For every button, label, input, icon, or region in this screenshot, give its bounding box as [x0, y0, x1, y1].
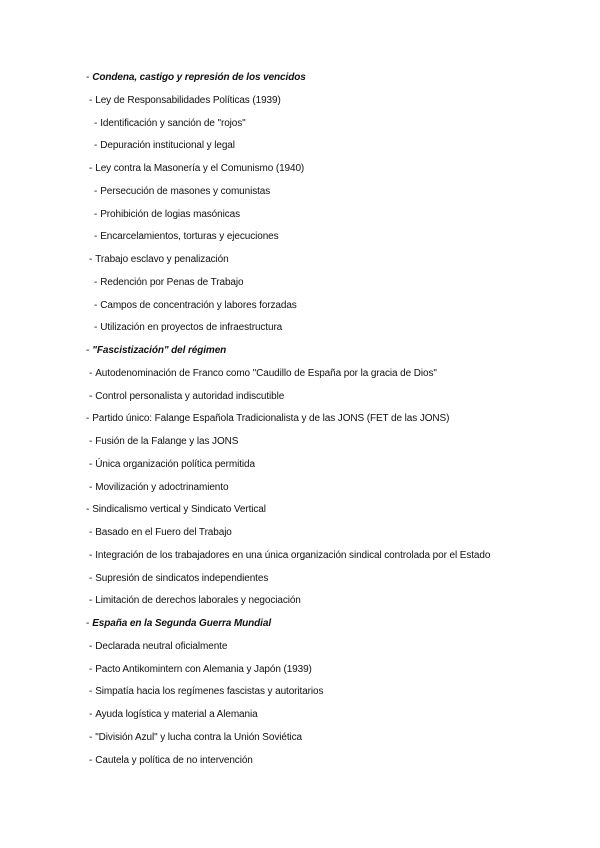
- bullet-dash: -: [94, 140, 98, 152]
- bullet-dash: -: [89, 436, 93, 447]
- list-item: [86, 727, 576, 750]
- bullet-dash: -: [89, 572, 93, 584]
- bullet-dash: -: [89, 640, 93, 652]
- item-text: Fusión de la Falange y las JONS: [95, 436, 239, 447]
- list-item: [86, 454, 576, 477]
- list-item: [86, 636, 576, 659]
- bullet-dash: -: [89, 731, 93, 743]
- item-text: Prohibición de logias masónicas: [100, 208, 240, 220]
- list-item: [86, 545, 576, 568]
- item-text: Autodenominación de Franco como "Caudillo de España por la gracia de Dios": [95, 367, 437, 379]
- bullet-dash: -: [86, 72, 90, 83]
- bullet-dash: -: [94, 117, 98, 129]
- bullet-dash: -: [89, 367, 93, 379]
- item-text: "Fascistización" del régimen: [92, 345, 227, 356]
- list-item: [86, 204, 576, 227]
- item-text: "División Azul" y lucha contra la Unión Soviética: [95, 731, 302, 743]
- bullet-dash: -: [94, 299, 98, 311]
- item-text: Declarada neutral oficialmente: [95, 640, 228, 652]
- list-item: [86, 363, 576, 386]
- bullet-dash: -: [94, 208, 98, 220]
- list-item: [86, 568, 576, 591]
- section-heading: [86, 613, 576, 636]
- list-item: [86, 226, 576, 249]
- bullet-dash: -: [94, 231, 98, 243]
- item-text: Supresión de sindicatos independientes: [95, 572, 269, 584]
- item-text: Utilización en proyectos de infraestructura: [100, 322, 283, 334]
- outline-list: [86, 67, 576, 772]
- list-item: [86, 249, 576, 272]
- bullet-dash: -: [89, 527, 93, 538]
- bullet-dash: -: [94, 185, 98, 197]
- bullet-dash: -: [89, 663, 93, 675]
- list-item: [86, 681, 576, 704]
- bullet-dash: -: [89, 458, 93, 470]
- list-item: [86, 522, 576, 545]
- item-text: Sindicalismo vertical y Sindicato Vertical: [92, 504, 266, 516]
- item-text: Limitación de derechos laborales y negociación: [95, 595, 301, 607]
- item-text: Campos de concentración y labores forzadas: [100, 299, 297, 311]
- item-text: España en la Segunda Guerra Mundial: [92, 618, 272, 629]
- list-item: [86, 135, 576, 158]
- item-text: Persecución de masones y comunistas: [100, 185, 271, 197]
- list-item: [86, 408, 576, 431]
- list-item: [86, 750, 576, 773]
- item-text: Identificación y sanción de "rojos": [100, 117, 246, 129]
- item-text: Control personalista y autoridad indiscutible: [95, 390, 285, 402]
- bullet-dash: -: [89, 686, 93, 698]
- bullet-dash: -: [89, 754, 93, 766]
- list-item: [86, 113, 576, 136]
- list-item: [86, 659, 576, 682]
- item-text: Cautela y política de no intervención: [95, 754, 253, 766]
- list-item: [86, 431, 576, 454]
- bullet-dash: -: [94, 322, 98, 334]
- item-text: Basado en el Fuero del Trabajo: [95, 527, 232, 538]
- list-item: [86, 90, 576, 113]
- list-item: [86, 704, 576, 727]
- list-item: [86, 181, 576, 204]
- item-text: Condena, castigo y represión de los vencidos: [92, 72, 306, 83]
- section-heading: [86, 67, 576, 90]
- list-item: [86, 317, 576, 340]
- section-heading: [86, 340, 576, 363]
- list-item: [86, 295, 576, 318]
- item-text: Ley de Responsabilidades Políticas (1939): [95, 94, 281, 106]
- item-text: Trabajo esclavo y penalización: [95, 254, 229, 265]
- item-text: Ley contra la Masonería y el Comunismo (1940): [95, 163, 305, 174]
- list-item: [86, 386, 576, 409]
- item-text: Redención por Penas de Trabajo: [100, 276, 244, 288]
- bullet-dash: -: [89, 595, 93, 607]
- bullet-dash: -: [86, 618, 90, 629]
- bullet-dash: -: [89, 94, 93, 106]
- bullet-dash: -: [89, 254, 93, 265]
- item-text: Depuración institucional y legal: [100, 140, 235, 152]
- bullet-dash: -: [86, 413, 90, 425]
- item-text: Ayuda logística y material a Alemania: [95, 709, 258, 720]
- item-text: Única organización política permitida: [95, 458, 255, 470]
- list-item: [86, 590, 576, 613]
- item-text: Pacto Antikomintern con Alemania y Japón (1939): [95, 663, 312, 675]
- bullet-dash: -: [86, 504, 90, 516]
- item-text: Encarcelamientos, torturas y ejecuciones: [100, 231, 279, 243]
- bullet-dash: -: [86, 345, 90, 356]
- bullet-dash: -: [89, 481, 93, 493]
- bullet-dash: -: [94, 276, 98, 288]
- bullet-dash: -: [89, 549, 93, 561]
- bullet-dash: -: [89, 390, 93, 402]
- item-text: Integración de los trabajadores en una única organización sindical controlada por el Estado: [95, 549, 491, 561]
- item-text: Movilización y adoctrinamiento: [95, 481, 229, 493]
- list-item: [86, 158, 576, 181]
- item-text: Partido único: Falange Española Tradicionalista y de las JONS (FET de las JONS): [92, 413, 450, 425]
- list-item: [86, 477, 576, 500]
- bullet-dash: -: [89, 709, 93, 720]
- list-item: [86, 499, 576, 522]
- bullet-dash: -: [89, 163, 93, 174]
- item-text: Simpatía hacia los regímenes fascistas y autoritarios: [95, 686, 324, 698]
- list-item: [86, 272, 576, 295]
